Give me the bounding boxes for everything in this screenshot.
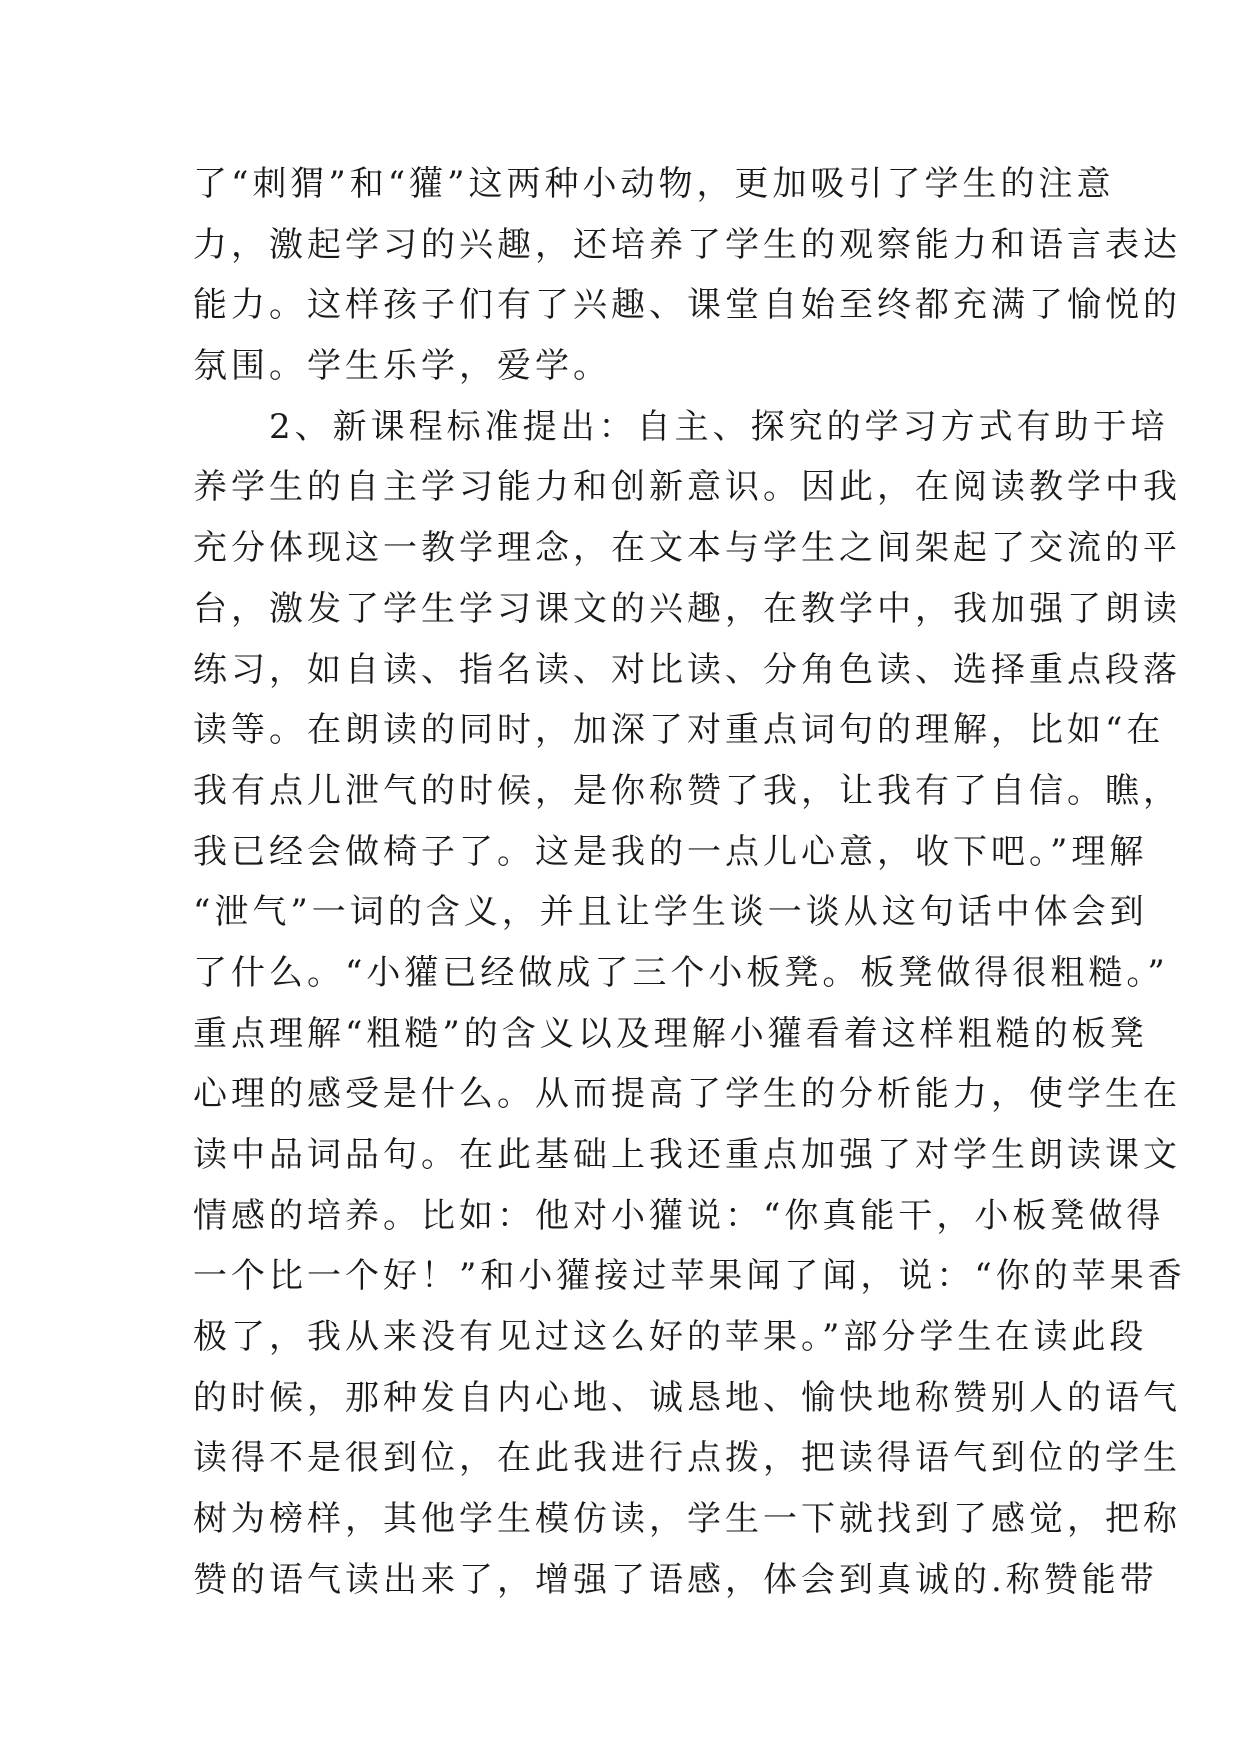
text-line: 我有点儿泄气的时候，是你称赞了我，让我有了自信。瞧，: [193, 770, 1181, 811]
text-line: 读得不是很到位，在此我进行点拨，把读得语气到位的学生: [193, 1438, 1181, 1479]
text-line: 读中品词品句。在此基础上我还重点加强了对学生朗读课文: [193, 1135, 1181, 1175]
text-line: 了什么。“小獾已经做成了三个小板凳。板凳做得很粗糙。”: [193, 952, 1169, 993]
text-line: 赞的语气读出来了，增强了语感，体会到真诚的.称赞能带: [193, 1559, 1158, 1600]
text-line: 养学生的自主学习能力和创新意识。因此，在阅读教学中我: [193, 467, 1181, 508]
text-line: 我已经会做椅子了。这是我的一点儿心意，收下吧。”理解: [193, 831, 1148, 872]
text-line: 情感的培养。比如：他对小獾说：“你真能干，小板凳做得: [193, 1195, 1165, 1236]
text-line: 的时候，那种发自内心地、诚恳地、愉快地称赞别人的语气: [193, 1377, 1181, 1418]
text-line: 充分体现这一教学理念，在文本与学生之间架起了交流的平: [193, 528, 1181, 569]
text-line: 了“刺猬”和“獾”这两种小动物，更加吸引了学生的注意: [193, 164, 1115, 204]
text-line: “泄气”一词的含义，并且让学生谈一谈从这句话中体会到: [193, 892, 1148, 933]
text-line: 台，激发了学生学习课文的兴趣，在教学中，我加强了朗读: [193, 588, 1181, 629]
text-line: 心理的感受是什么。从而提高了学生的分析能力，使学生在: [193, 1074, 1181, 1115]
text-line: 读等。在朗读的同时，加深了对重点词句的理解，比如“在: [193, 710, 1165, 751]
text-line: 能力。这样孩子们有了兴趣、课堂自始至终都充满了愉悦的: [193, 285, 1181, 326]
body-text: [193, 154, 1186, 1611]
text-line: 一个比一个好！”和小獾接过苹果闻了闻，说：“你的苹果香: [193, 1256, 1186, 1297]
text-line: 重点理解“粗糙”的含义以及理解小獾看着这样粗糙的板凳: [193, 1013, 1148, 1054]
text-line: 力，激起学习的兴趣，还培养了学生的观察能力和语言表达: [193, 224, 1181, 265]
text-line: 树为榜样，其他学生模仿读，学生一下就找到了感觉，把称: [193, 1499, 1181, 1540]
text-line: 极了，我从来没有见过这么好的苹果。”部分学生在读此段: [193, 1317, 1148, 1358]
text-line: 氛围。学生乐学，爱学。: [193, 346, 611, 387]
text-line: 练习，如自读、指名读、对比读、分角色读、选择重点段落: [193, 649, 1181, 690]
paragraph-start-line: 2、新课程标准提出：自主、探究的学习方式有助于培: [193, 406, 1169, 447]
